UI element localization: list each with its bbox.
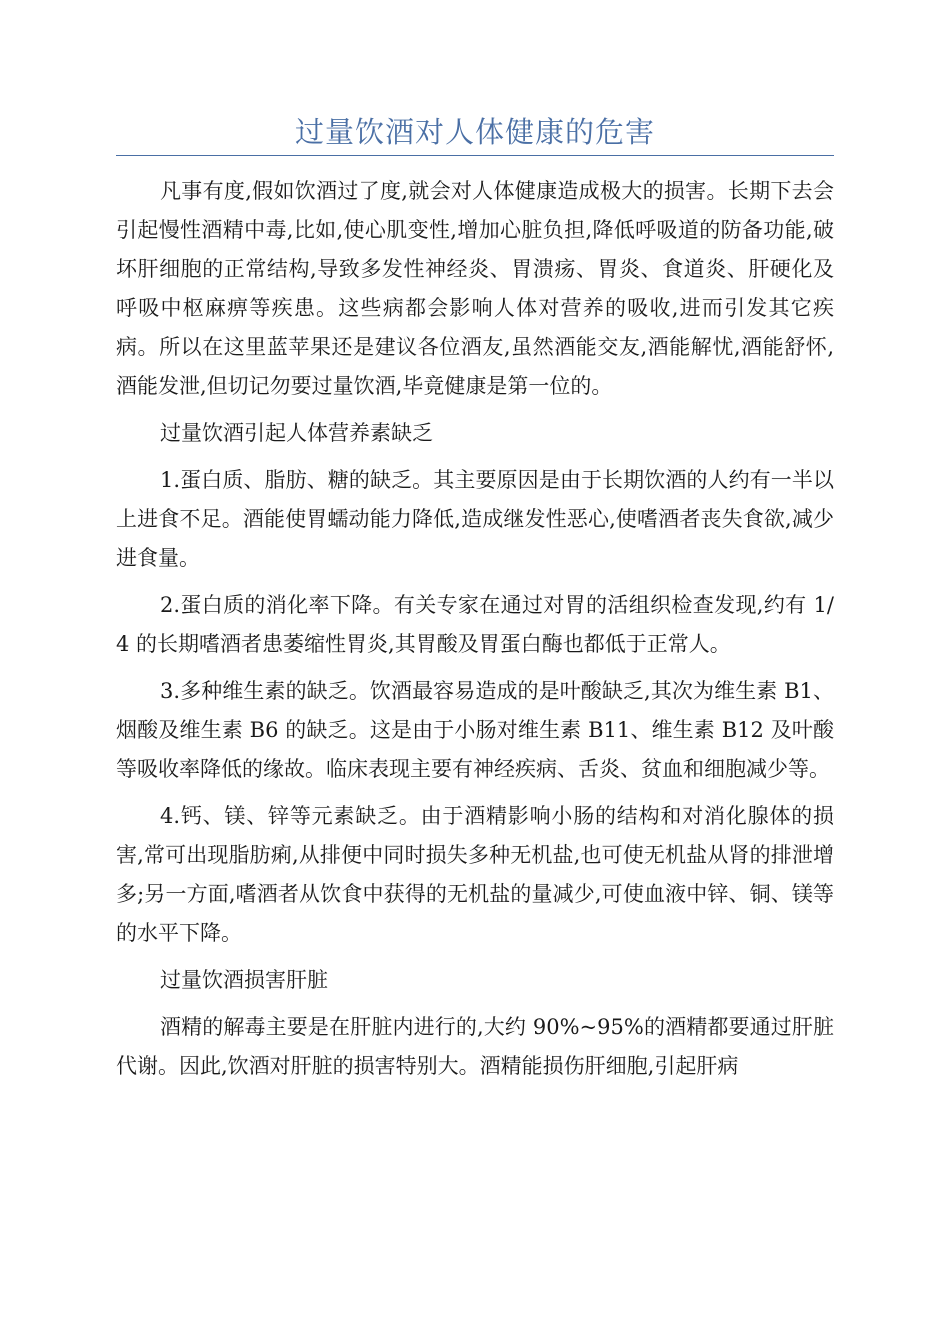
list-item-protein-fat-sugar: 1.蛋白质、脂肪、糖的缺乏。其主要原因是由于长期饮酒的人约有一半以上进食不足。酒能使胃蠕动能力降低,造成继发性恶心,使嗜酒者丧失食欲,减少进食量。 xyxy=(116,468,834,570)
section-heading-nutrient-deficiency: 过量饮酒引起人体营养素缺乏 xyxy=(160,421,433,445)
document-title: 过量饮酒对人体健康的危害 xyxy=(294,115,655,149)
liver-paragraph: 酒精的解毒主要是在肝脏内进行的,大约 90%~95%的酒精都要通过肝脏代谢。因此,饮酒对肝脏的损害特别大。酒精能损伤肝细胞,引起肝病 xyxy=(116,1015,834,1078)
intro-paragraph: 凡事有度,假如饮酒过了度,就会对人体健康造成极大的损害。长期下去会引起慢性酒精中毒,比如,使心肌变性,增加心脏负担,降低呼吸道的防备功能,破坏肝细胞的正常结构,导致多发性神经炎、胃溃疡、胃炎、食道炎、肝硬化及呼吸中枢麻痹等疾患。这些病都会影响人体对营养的吸收,进而引发其它疾病。所以在这里蓝苹果还是建议各位酒友,虽然酒能交友,酒能解忧,酒能舒怀,酒能发泄,但切记勿要过量饮酒,毕竟健康是第一位的。 xyxy=(116,179,834,398)
list-item-vitamins: 3.多种维生素的缺乏。饮酒最容易造成的是叶酸缺乏,其次为维生素 B1、烟酸及维生素 B6 的缺乏。这是由于小肠对维生素 B11、维生素 B12 及叶酸等吸收率降低的缘故。临床表现主要有神经疾病、舌炎、贫血和细胞减少等。 xyxy=(116,679,834,781)
section-heading-liver-damage: 过量饮酒损害肝脏 xyxy=(160,968,328,992)
list-item-minerals: 4.钙、镁、锌等元素缺乏。由于酒精影响小肠的结构和对消化腺体的损害,常可出现脂肪痢,从排便中同时损失多种无机盐,也可使无机盐从肾的排泄增多;另一方面,嗜酒者从饮食中获得的无机盐的量减少,可使血液中锌、铜、镁等的水平下降。 xyxy=(116,804,834,945)
list-item-protein-digestion: 2.蛋白质的消化率下降。有关专家在通过对胃的活组织检查发现,约有 1/4 的长期嗜酒者患萎缩性胃炎,其胃酸及胃蛋白酶也都低于正常人。 xyxy=(116,593,834,656)
title-underline xyxy=(116,155,834,156)
document-body xyxy=(116,172,834,1094)
